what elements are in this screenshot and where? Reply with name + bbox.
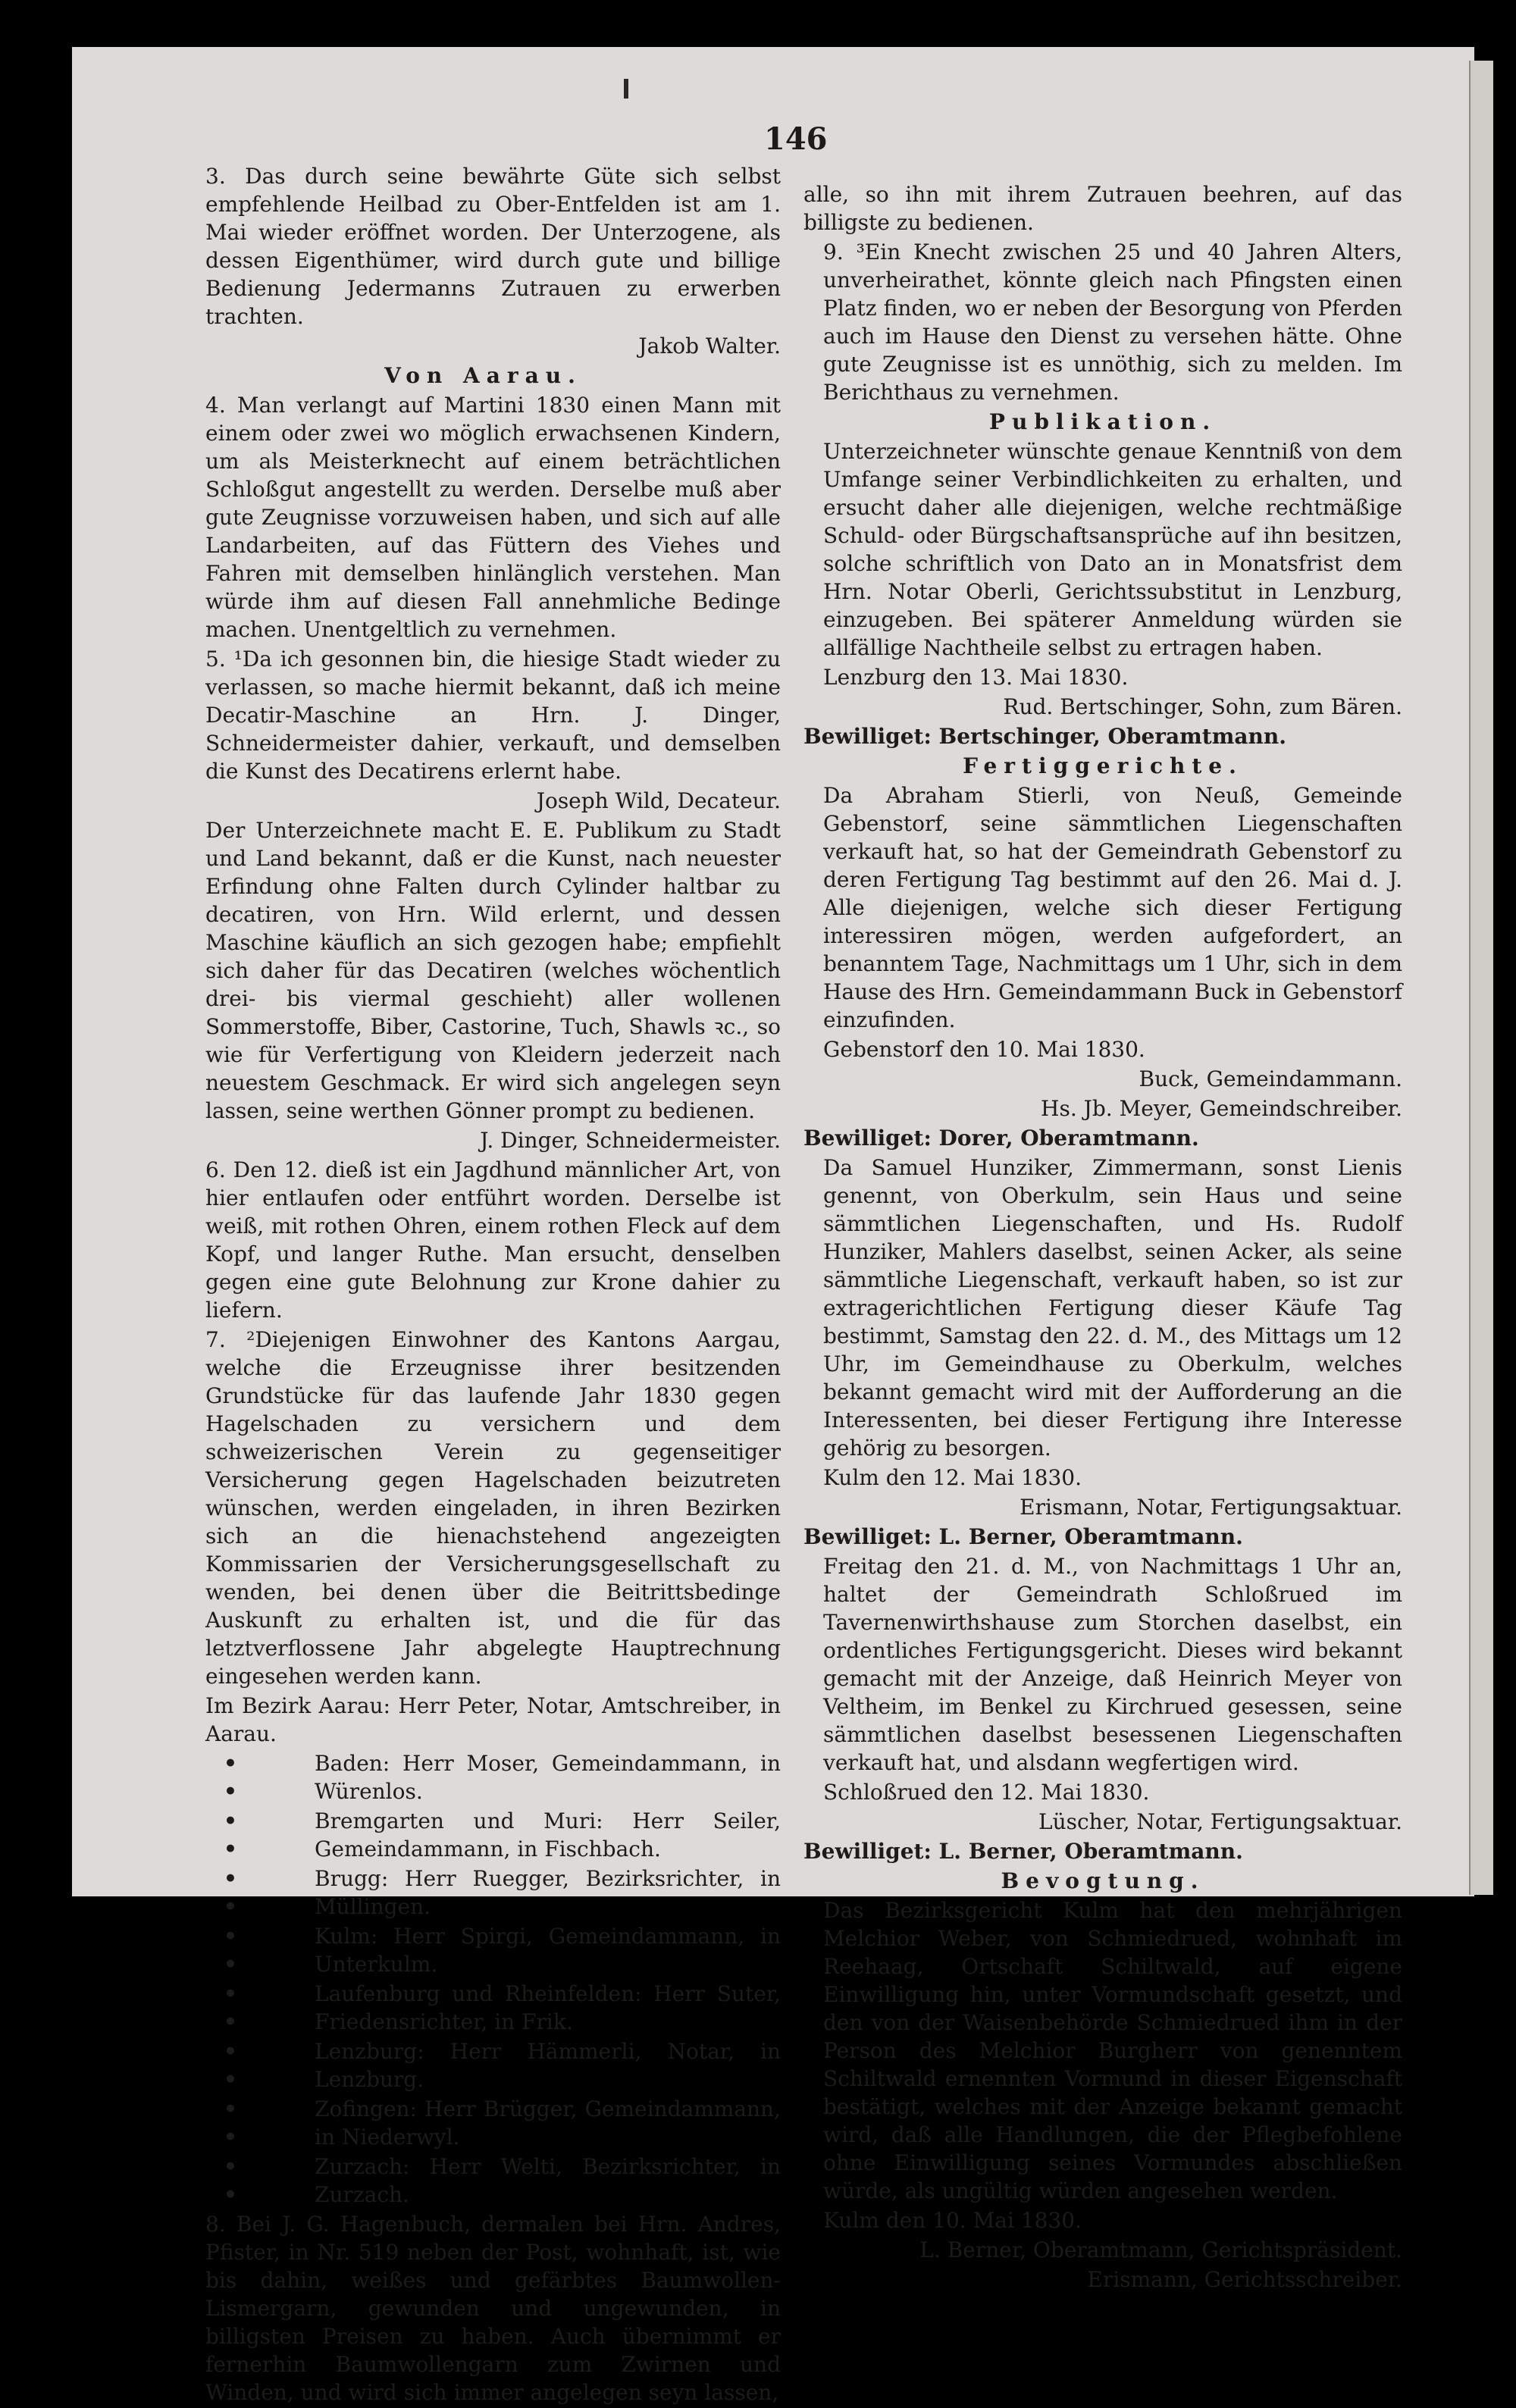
notice-4: 4. Man verlangt auf Martini 1830 einen Mann mit einem oder zwei wo möglich erwachsenen Kindern, um als Meisterknecht auf einem beträchtlichen Schloßgut angestellt zu werden. Derselbe muß aber gute Zeugnisse vorzuweisen haben, und sich auf alle Landarbeiten, auf das Füttern des Viehes und Fahren mit demselben hinlänglich verstehen. Man würde ihm auf diesen Fall annehmliche Bedinge machen. Unentgeltlich zu vernehmen. [205,393,781,642]
fertig-notice-3-approval: Bewilliget: L. Berner, Oberamtmann. [803,1839,1243,1864]
district-text: Laufenburg und Rheinfelden: Herr Suter, Friedensrichter, in Frik. [315,1981,781,2034]
notice-5b-signature: J. Dinger, Schneidermeister. [480,1128,781,1153]
notice-5-signature: Joseph Wild, Decateur. [536,788,781,813]
district-text: Bremgarten und Muri: Herr Seiler, Gemeindammann, in Fischbach. [315,1808,781,1862]
fertig-notice-1: Da Abraham Stierli, von Neuß, Gemeinde Gebenstorf, seine sämmtlichen Liegenschaften verkauft hat, so hat der Gemeindrath Gebenstorf zu deren Fertigung Tag bestimmt auf den 26. Mai d. J. Alle diejenigen, welche sich dieser Fertigung interessiren mögen, werden aufgefordert, an benanntem Tage, Nachmittags um 1 Uhr, sich in dem Hause des Hrn. Gemeindammann Buck in Gebenstorf einzufinden. [823,783,1402,1032]
publikation-signature: Rud. Bertschinger, Sohn, zum Bären. [1003,694,1402,719]
notice-3-signature: Jakob Walter. [638,333,781,359]
notice-9: 9. ³Ein Knecht zwischen 25 und 40 Jahren Alters, unverheirathet, könnte gleich nach Pfingsten einen Platz finden, wo er neben der Besorgung von Pferden auch im Hause den Dienst zu versehen hätte. Ohne gute Zeugnisse ist es unnöthig, sich zu melden. Im Berichthaus zu vernehmen. [823,240,1402,405]
left-column [186,162,781,2408]
publikation-text: Unterzeichneter wünschte genaue Kenntniß von dem Umfange seiner Verbindlichkeiten zu erhalten, und ersucht daher alle diejenigen, welche rechtmäßige Schuld- oder Bürgschaftsansprüche auf ihn besitzen, solche schriftlich von Dato an in Monatsfrist dem Hrn. Notar Oberli, Gerichtssubstitut in Lenzburg, einzugeben. Bei späterer Anmeldung würden sie allfällige Nachtheile selbst zu ertragen haben. [823,439,1402,660]
notice-5: 5. ¹Da ich gesonnen bin, die hiesige Stadt wieder zu verlassen, so mache hiermit bekannt, daß ich meine Decatir-Maschine an Hrn. J. Dinger, Schneidermeister dahier, verkauft, und demselben die Kunst des Decatirens erlernt habe. [205,647,781,784]
bevogtung-signature: L. Berner, Oberamtmann, Gerichtspräsident. [919,2237,1402,2262]
district-text: Zofingen: Herr Brügger, Gemeindammann, in Niederwyl. [315,2096,781,2150]
bullet-marks: • • [224,1808,268,1862]
district-entry [186,2095,781,2151]
district-entry [186,1922,781,1978]
fertig-notice-1-signature: Buck, Gemeindammann. [1139,1066,1402,1091]
fertig-notice-1-date: Gebenstorf den 10. Mai 1830. [823,1037,1145,1062]
publikation-date: Lenzburg den 13. Mai 1830. [823,665,1129,690]
notice-5b: Der Unterzeichnete macht E. E. Publikum zu Stadt und Land bekannt, daß er die Kunst, nach neuester Erfindung ohne Falten durch Cylinder haltbar zu decatiren, von Hrn. Wild erlernt, und dessen Maschine käuflich an sich gezogen habe; empfiehlt sich daher für das Decatiren (welches wöchentlich drei- bis viermal geschieht) aller wollenen Sommerstoffe, Biber, Castorine, Tuch, Shawls ꝛc., so wie für Verfertigung von Kleidern jederzeit nach neuestem Geschmack. Er wird sich angelegen seyn lassen, seine werthen Gönner prompt zu bedienen. [205,818,781,1123]
district-aarau: Im Bezirk Aarau: Herr Peter, Notar, Amtschreiber, in Aarau. [205,1693,781,1746]
district-entry [186,1980,781,2036]
district-entry [186,1807,781,1863]
bullet-marks: • • [224,2039,268,2092]
bevogtung-text: Das Bezirksgericht Kulm hat den mehrjährigen Melchior Weber, von Schmiedrued, wohnhaft im Reehaag, Ortschaft Schiltwald, auf eigene Einwilligung hin, unter Vormundschaft gesetzt, und den von der Waisenbehörde Schmiedrued ihm in der Person des Melchior Burgherr von genenntem Schiltwald ernennten Vormund in dieser Eigenschaft bestätigt, welches mit der Anzeige bekannt gemacht wird, daß alle Handlungen, die der Pflegbefohlene ohne Einwilligung seines Vormundes abschließen würde, als ungültig würden angesehen werden. [823,1898,1402,2203]
district-text: Lenzburg: Herr Hämmerli, Notar, in Lenzburg. [315,2039,781,2092]
district-entry [186,1865,781,1921]
notice-3: 3. Das durch seine bewährte Güte sich selbst empfehlende Heilbad zu Ober-Entfelden ist am 1. Mai wieder eröffnet worden. Der Unterzogene, als dessen Eigenthümer, wird durch gute und billige Bedienung Jedermanns Zutrauen zu erwerben trachten. [205,164,781,329]
publikation-approval: Bewilliget: Bertschinger, Oberamtmann. [803,724,1286,749]
district-entry [186,1749,781,1805]
bullet-marks: • • [224,2096,268,2150]
page-number: 146 [764,121,828,157]
bullet-marks: • • [224,2154,268,2207]
district-text: Baden: Herr Moser, Gemeindammann, in Würenlos. [315,1751,781,1804]
fertig-notice-3-date: Schloßrued den 12. Mai 1830. [823,1780,1150,1805]
fertig-notice-3: Freitag den 21. d. M., von Nachmittags 1 Uhr an, haltet der Gemeindrath Schloßrued im Tavernenwirthshause zum Storchen daselbst, ein ordentliches Fertigungsgericht. Dieses wird bekannt gemacht mit der Anzeige, daß Heinrich Meyer von Veltheim, im Benkel zu Kirchrued gesessen, seine sämmtlichen daselbst besessenen Liegenschaften verkauft hat, und alsdann wegfertigen wird. [823,1554,1402,1775]
district-text: Brugg: Herr Ruegger, Bezirksrichter, in Müllingen. [315,1866,781,1919]
district-text: Kulm: Herr Spirgi, Gemeindammann, in Unterkulm. [315,1924,781,1977]
heading-publikation: Publikation. [988,409,1217,434]
district-entry [186,2153,781,2209]
fertig-notice-2-signature: Erismann, Notar, Fertigungsaktuar. [1020,1495,1402,1520]
fertig-notice-3-signature: Lüscher, Notar, Fertigungsaktuar. [1038,1809,1402,1834]
district-text: Zurzach: Herr Welti, Bezirksrichter, in Zurzach. [315,2154,781,2207]
fertig-notice-2-date: Kulm den 12. Mai 1830. [823,1465,1082,1490]
notice-8: 8. Bei J. G. Hagenbuch, dermalen bei Hrn. Andres, Pfister, in Nr. 519 neben der Post, wohnhaft, ist, wie bis dahin, weißes und gefärbtes Baumwollen-Lismergarn, gewunden und ungewunden, in billigsten Preisen zu haben. Auch übernimmt er fernerhin Baumwollengarn zum Zwirnen und Winden, und wird sich immer angelegen seyn lassen, [205,2212,781,2405]
bullet-marks: • • [224,1866,268,1919]
fertig-notice-2-approval: Bewilliget: L. Berner, Oberamtmann. [803,1524,1243,1549]
heading-bevogtung: Bevogtung. [1001,1868,1205,1893]
notice-7: 7. ²Diejenigen Einwohner des Kantons Aargau, welche die Erzeugnisse ihrer besitzenden Grundstücke für das laufende Jahr 1830 gegen Hagelschaden zu versichern und dem schweizerischen Verein zu gegenseitiger Versicherung gegen Hagelschaden beizutreten wünschen, werden eingeladen, in ihren Bezirken sich an die hienachstehend angezeigten Kommissarien der Versicherungsgesellschaft zu wenden, bei denen über die Beitrittsbedinge Auskunft zu erhalten ist, und die für das letztverflossene Jahr abgelegte Hauptrechnung eingesehen werden kann. [205,1327,781,1689]
bevogtung-date: Kulm den 10. Mai 1830. [823,2208,1082,2233]
district-entry [186,2037,781,2093]
bullet-marks: • • [224,1751,268,1804]
print-mark [624,79,628,99]
bullet-marks: • • [224,1981,268,2034]
fertig-notice-2: Da Samuel Hunziker, Zimmermann, sonst Lienis genennt, von Oberkulm, sein Haus und seine sämmtlichen Liegenschaften, und Hs. Rudolf Hunziker, Mahlers daselbst, seinen Acker, als seine sämmtliche Liegenschaft, verkauft haben, so ist zur extragerichtlichen Fertigung dieser Käufe Tag bestimmt, Samstag den 22. d. M., des Mittags um 12 Uhr, im Gemeindhause zu Oberkulm, welches bekannt gemacht wird mit der Aufforderung an die Interessenten, bei dieser Fertigung ihre Interesse gehörig zu besorgen. [823,1155,1402,1461]
fertig-notice-1-signature-2: Hs. Jb. Meyer, Gemeindschreiber. [1041,1096,1402,1121]
next-page-edge [1469,61,1493,1895]
heading-fertiggerichte: Fertiggerichte. [963,753,1243,778]
heading-von-aarau: Von Aarau. [384,363,582,388]
bevogtung-signature-2: Erismann, Gerichtsschreiber. [1087,2267,1402,2292]
fertig-notice-1-approval: Bewilliget: Dorer, Oberamtmann. [803,1126,1199,1151]
notice-8-continued: alle, so ihn mit ihrem Zutrauen beehren, auf das billigste zu bedienen. [803,182,1402,235]
notice-6: 6. Den 12. dieß ist ein Jagdhund männlicher Art, von hier entlaufen oder entführt worden. Derselbe ist weiß, mit rothen Ohren, einem rothen Fleck auf dem Kopf, und langer Ruthe. Man ersucht, denselben gegen eine gute Belohnung zur Krone dahier zu liefern. [205,1157,781,1323]
bullet-marks: • • [224,1924,268,1977]
right-column [803,180,1402,2295]
